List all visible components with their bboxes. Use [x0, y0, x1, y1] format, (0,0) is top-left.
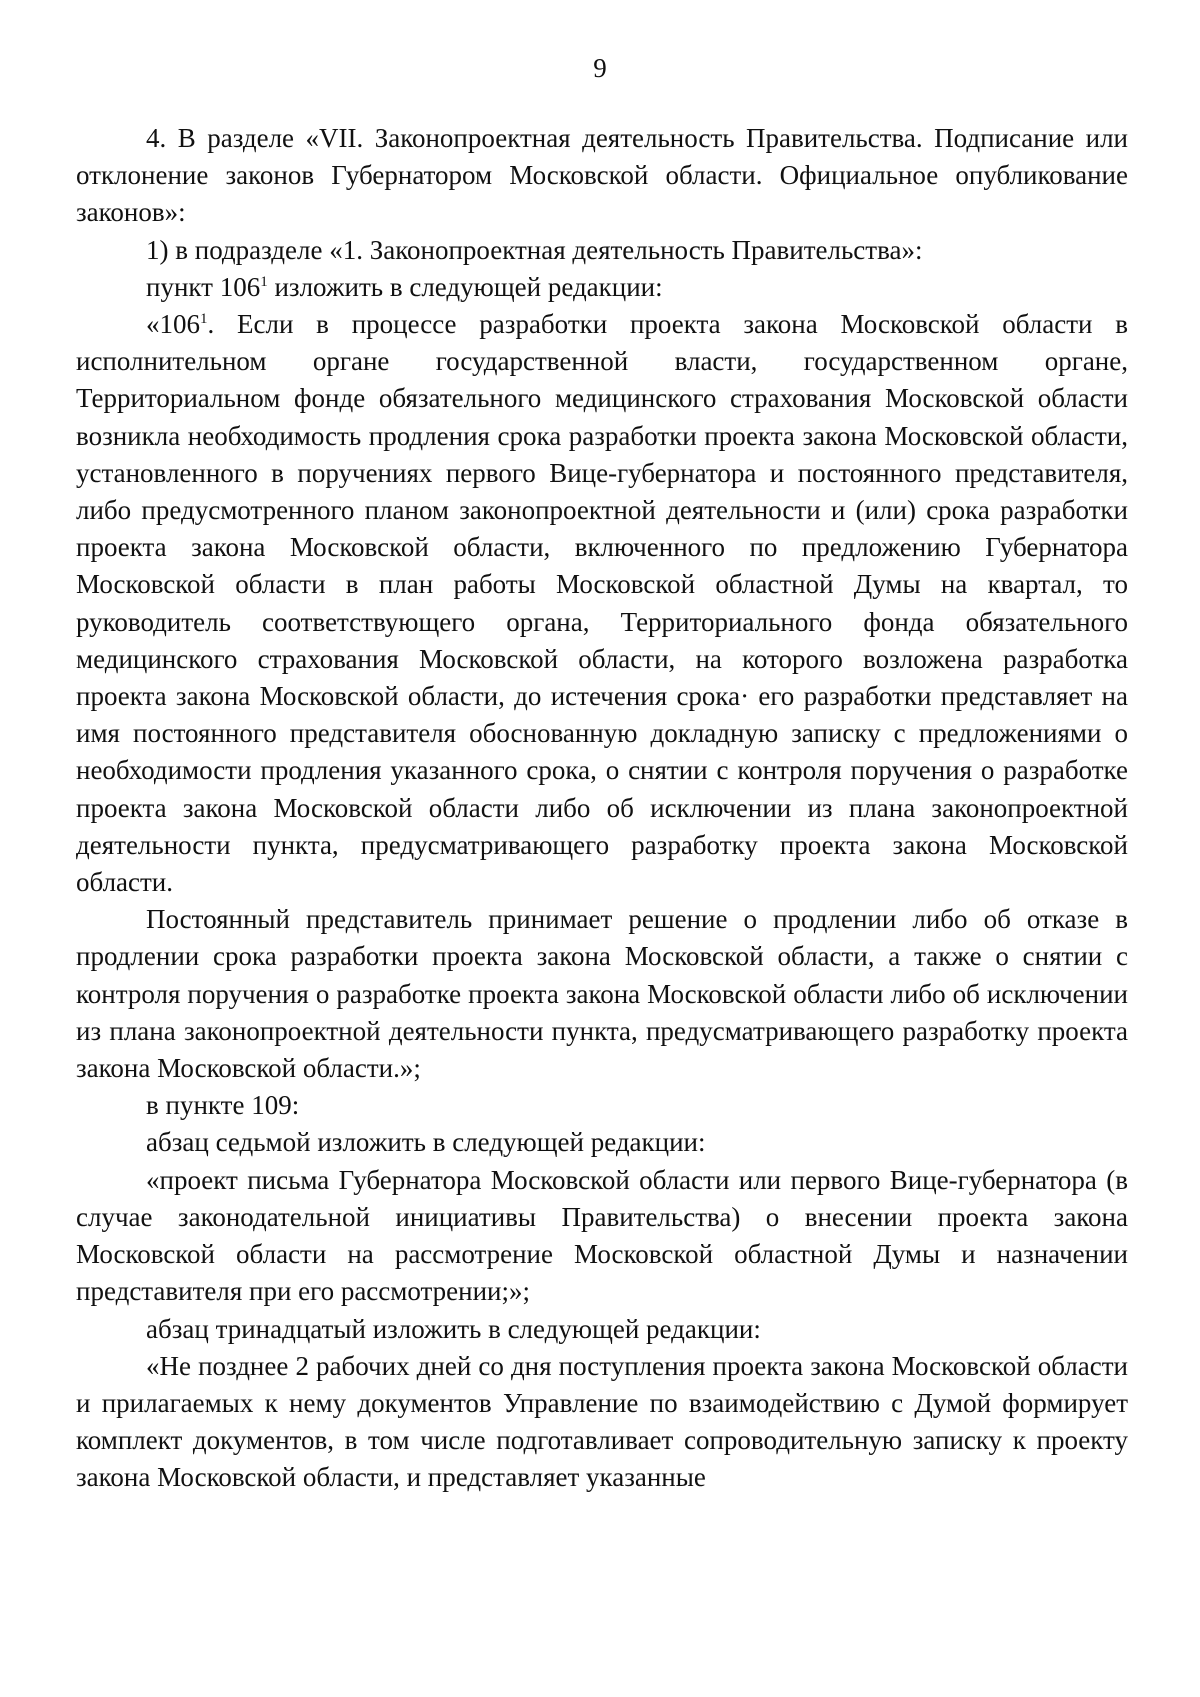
- paragraph-point-109: в пункте 109:: [146, 1090, 300, 1121]
- text-fragment: пункт 106: [146, 271, 261, 302]
- paragraph-thirteenth-abzac-intro: абзац тринадцатый изложить в следующей редакции:: [146, 1313, 761, 1344]
- page-number: 9: [593, 53, 607, 83]
- paragraph-permanent-representative: Постоянный представитель принимает решение о продлении либо об отказе в продлении срока разработки проекта закона Московской области, а также о снятии с контроля поручения о разработке проекта закона Московской области либо об исключении из плана законопроектной деятельности пункта, предусматривающего разработку проекта закона Московской области.»;: [76, 904, 1128, 1084]
- paragraph-seventh-abzac-text: «проект письма Губернатора Московской области или первого Вице-губернатора (в случае законодательной инициативы Правительства) о внесении проекта закона Московской области на рассмотрение Московской областной Думы и назначении представителя при его рассмотрении;»;: [76, 1164, 1128, 1307]
- text-fragment: изложить в следующей редакции:: [267, 271, 663, 302]
- text-fragment: «106: [146, 309, 200, 340]
- paragraph-subsection-1: 1) в подразделе «1. Законопроектная деятельность Правительства»:: [146, 234, 923, 265]
- superscript: 1: [260, 273, 268, 290]
- superscript: 1: [200, 311, 208, 328]
- paragraph-point-106-text: [76, 306, 1128, 901]
- text-fragment: . Если в процессе разработки проекта закона Московской области в исполнительном органе государственной власти, государственном органе, Территориальном фонде обязательного медицинского страхования Московской области возникла необходимость продления срока разработки проекта закона Московской области, установленного в поручениях первого Вице-губернатора и постоянного представителя, либо предусмотренного планом законопроектной деятельности и (или) срока разработки проекта закона Московской области, включенного по предложению Губернатора Московской области в план работы Московской областной Думы на квартал, то руководитель соответствующего органа, Территориального фонда обязательного медицинского страхования Московской области, на которого возложена разработка проекта закона Московской области, до истечения срока· его разработки представляет на имя постоянного представителя обоснованную докладную записку с предложениями о необходимости продления указанного срока, о снятии с контроля поручения о разработке проекта закона Московской области либо об исключении из плана законопроектной деятельности пункта, предусматривающего разработку проекта закона Московской области.: [76, 309, 1128, 898]
- document-body: [76, 120, 1128, 1497]
- paragraph-thirteenth-abzac-text: «Не позднее 2 рабочих дней со дня поступления проекта закона Московской области и прилагаемых к нему документов Управление по взаимодействию с Думой формирует комплект документов, в том числе подготавливает сопроводительную записку к проекту закона Московской области, и представляет указанные: [76, 1350, 1128, 1493]
- paragraph-section-4: 4. В разделе «VII. Законопроектная деятельность Правительства. Подписание или отклонение законов Губернатором Московской области. Официальное опубликование законов»:: [76, 123, 1128, 228]
- paragraph-seventh-abzac-intro: абзац седьмой изложить в следующей редакции:: [146, 1127, 706, 1158]
- paragraph-point-106-intro: [76, 269, 1128, 306]
